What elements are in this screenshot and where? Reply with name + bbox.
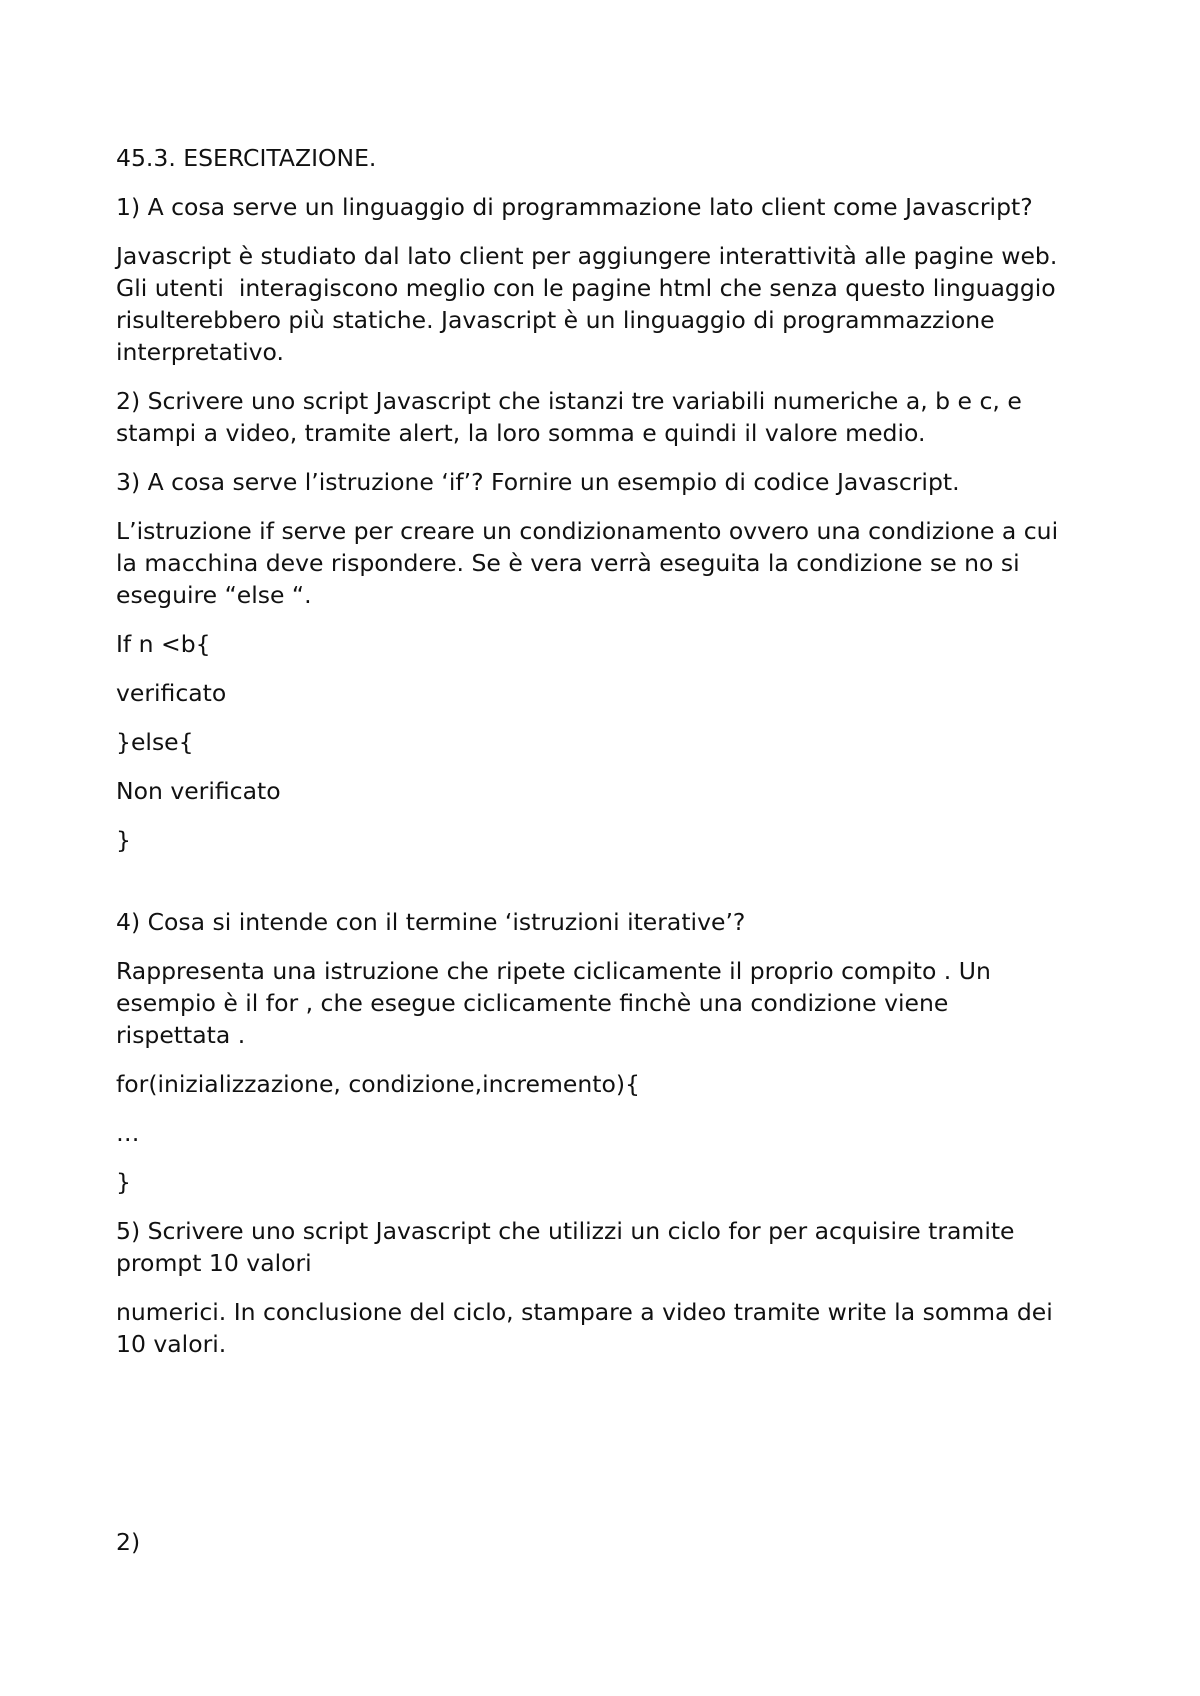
answer-1-line-3: risulterebbero più statiche. Javascript è un linguaggio di programmazzione (116, 306, 995, 334)
code-if-line-4: Non verificato (116, 777, 281, 805)
answer-1-line-1: Javascript è studiato dal lato client per aggiungere interattività alle pagine web. (116, 242, 1058, 270)
answer-3-line-2: la macchina deve rispondere. Se è vera verrà eseguita la condizione se no si (116, 549, 1020, 577)
code-if-line-2: verificato (116, 679, 227, 707)
code-if-line-5: } (116, 826, 131, 854)
question-5-line-1: 5) Scrivere uno script Javascript che utilizzi un ciclo for per acquisire tramite (116, 1217, 1015, 1245)
code-for-line-3: } (116, 1168, 131, 1196)
code-for-line-2: … (116, 1119, 140, 1147)
code-if-line-1: If n <b{ (116, 630, 211, 658)
question-5-cont-line-1: numerici. In conclusione del ciclo, stampare a video tramite write la somma dei (116, 1298, 1053, 1326)
answer-1-line-2: Gli utenti interagiscono meglio con le pagine html che senza questo linguaggio (116, 274, 1056, 302)
question-5-line-2: prompt 10 valori (116, 1249, 312, 1277)
answer-4-line-3: rispettata . (116, 1021, 246, 1049)
question-5-cont-line-2: 10 valori. (116, 1330, 227, 1358)
question-4: 4) Cosa si intende con il termine ‘istruzioni iterative’? (116, 908, 746, 936)
answer-4-line-1: Rappresenta una istruzione che ripete ciclicamente il proprio compito . Un (116, 957, 991, 985)
code-if-line-3: }else{ (116, 728, 194, 756)
question-3: 3) A cosa serve l’istruzione ‘if’? Fornire un esempio di codice Javascript. (116, 468, 960, 496)
answer-1-line-4: interpretativo. (116, 338, 284, 366)
question-2-line-2: stampi a video, tramite alert, la loro somma e quindi il valore medio. (116, 419, 926, 447)
question-1: 1) A cosa serve un linguaggio di programmazione lato client come Javascript? (116, 193, 1033, 221)
footer-number: 2) (116, 1528, 141, 1556)
question-2-line-1: 2) Scrivere uno script Javascript che istanzi tre variabili numeriche a, b e c, e (116, 387, 1022, 415)
answer-3-line-3: eseguire “else “. (116, 581, 312, 609)
code-for-line-1: for(inizializzazione, condizione,incremento){ (116, 1070, 640, 1098)
document-heading: 45.3. ESERCITAZIONE. (116, 144, 377, 172)
answer-3-line-1: L’istruzione if serve per creare un condizionamento ovvero una condizione a cui (116, 517, 1059, 545)
answer-4-line-2: esempio è il for , che esegue ciclicamente finchè una condizione viene (116, 989, 949, 1017)
